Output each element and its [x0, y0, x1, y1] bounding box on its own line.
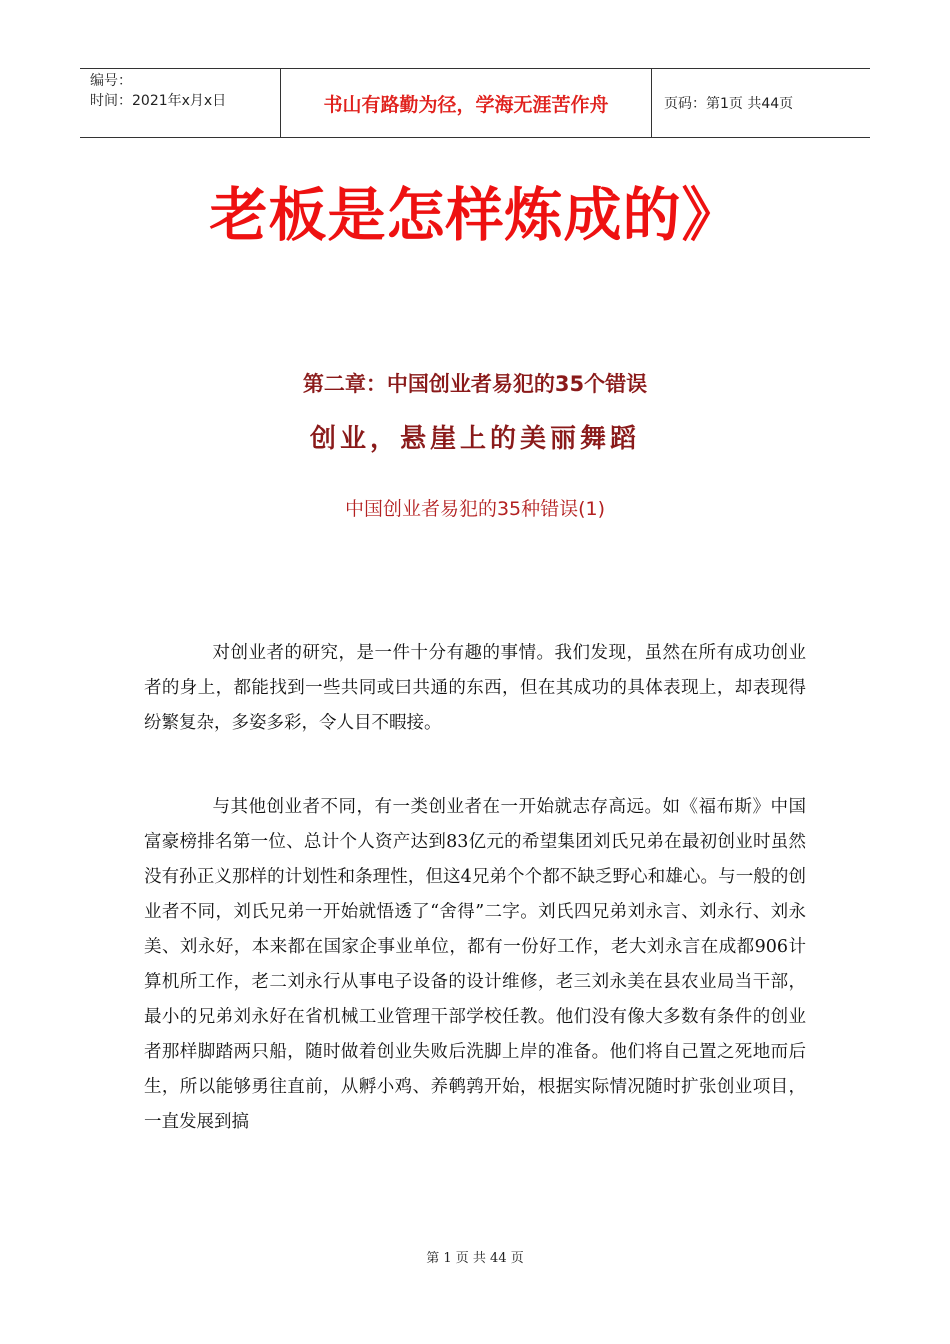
- page-footer: 第 1 页 共 44 页: [426, 1251, 524, 1266]
- chapter-title: 第二章：中国创业者易犯的35个错误: [302, 372, 648, 396]
- paragraph-2: [144, 790, 806, 1140]
- document-header: [80, 68, 870, 138]
- header-meta: [80, 69, 280, 137]
- header-page-info: 页码：第1页 共44页: [664, 96, 794, 112]
- paragraph-1-text: 对创业者的研究，是一件十分有趣的事情。我们发现，虽然在所有成功创业者的身上，都能找到一些共同或曰共通的东西，但在其成功的具体表现上，却表现得纷繁复杂，多姿多彩，令人目不暇接。: [144, 643, 806, 733]
- time-label: 时间：2021年x月x日: [90, 93, 227, 109]
- document-title: 老板是怎样炼成的》: [209, 181, 741, 249]
- chapter-subtitle: 创业，悬崖上的美丽舞蹈: [309, 424, 640, 454]
- paragraph-1: [144, 636, 806, 741]
- paragraph-2-text: 与其他创业者不同，有一类创业者在一开始就志存高远。如《福布斯》中国富豪榜排名第一位、总计个人资产达到83亿元的希望集团刘氏兄弟在最初创业时虽然没有孙正义那样的计划性和条理性，但这4兄弟个个都不缺乏野心和雄心。与一般的创业者不同，刘氏兄弟一开始就悟透了“舍得”二字。刘氏四兄弟刘永言、刘永行、刘永美、刘永好，本来都在国家企事业单位，都有一份好工作，老大刘永言在成都906计算机所工作，老二刘永行从事电子设备的设计维修，老三刘永美在县农业局当干部，最小的兄弟刘永好在省机械工业管理干部学校任教。他们没有像大多数有条件的创业者那样脚踏两只船，随时做着创业失败后洗脚上岸的准备。他们将自己置之死地而后生，所以能够勇往直前，从孵小鸡、养鹌鹑开始，根据实际情况随时扩张创业项目，一直发展到搞: [144, 797, 806, 1132]
- section-title: 中国创业者易犯的35种错误(1): [344, 498, 606, 520]
- header-motto: 书山有路勤为径，学海无涯苦作舟: [280, 69, 652, 137]
- number-label: 编号：: [90, 73, 132, 89]
